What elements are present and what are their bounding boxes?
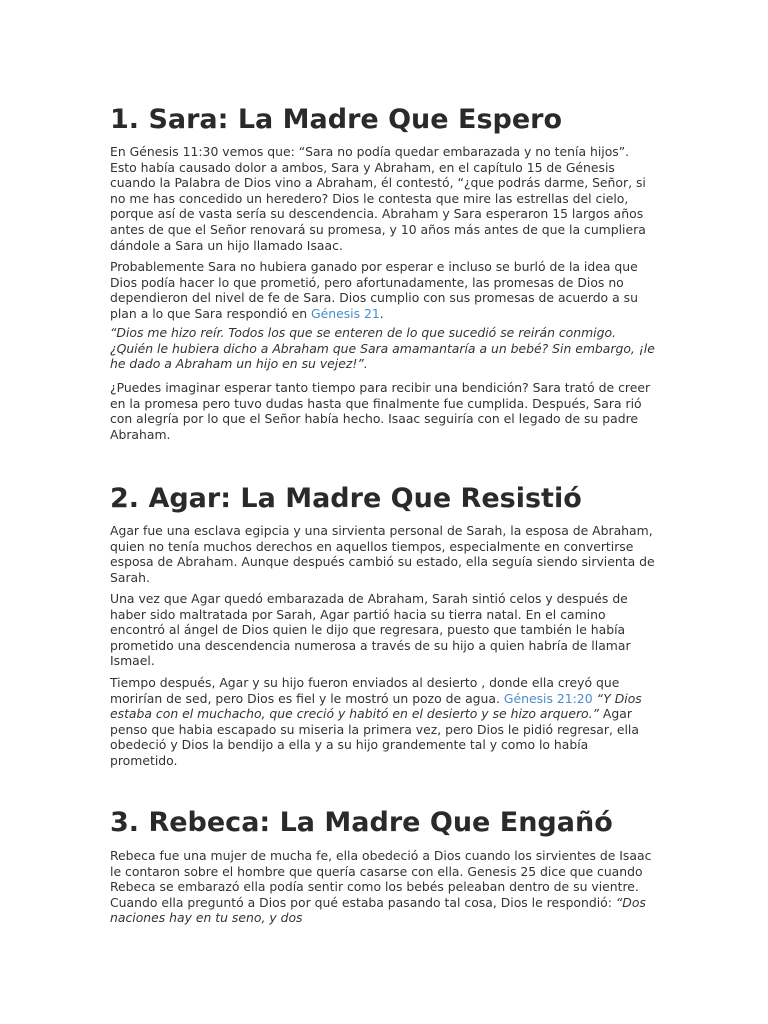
bible-quote bbox=[110, 325, 658, 372]
paragraph: Agar fue una esclava egipcia y una sirvienta personal de Sarah, la esposa de Abraham, quien no tenía muchos derechos en aquellos tiempos, especialmente en convertirse esposa de Abraham. Aunque después cambió su estado, ella seguía siendo sirvienta de Sarah. bbox=[110, 523, 655, 585]
paragraph-end: Agar penso que habia escapado su miseria la primera vez, pero Dios le pidió regresar, ella obedeció y Dios la bendijo a ella y a su hijo grandemente tal y como lo había prometido. bbox=[110, 706, 639, 768]
section-heading-rebeca: 3. Rebeca: La Madre Que Engañó bbox=[110, 807, 613, 838]
paragraph: ¿Puedes imaginar esperar tanto tiempo para recibir una bendición? Sara trató de creer en la promesa pero tuvo dudas hasta que finalmente fue cumplida. Después, Sara rió con alegría por lo que el Señor había hecho. Isaac seguiría con el legado de su padre Abraham. bbox=[110, 380, 651, 442]
quote-text: “Dios me hizo reír. Todos los que se enteren de lo que sucedió se reirán conmigo. ¿Quién le hubiera dicho a Abraham que Sara amamantaría a un bebé? Sin embargo, ¡le he dado a Abraham un hijo en su vejez!”. bbox=[110, 325, 655, 372]
quote-text: “Dos naciones hay en tu seno, y dos bbox=[110, 894, 646, 926]
quote-text: “Y Dios estaba con el muchacho, que creció y habitó en el desierto y se hizo arquero.” bbox=[110, 690, 642, 722]
paragraph-text: Rebeca fue una mujer de mucha fe, ella obedeció a Dios cuando los sirvientes de Isaac le contaron sobre el hombre que quería casarse con ella. Genesis 25 dice que cuando Rebeca se embarazó ella podía sentir como los bebés peleaban dentro de su vientre. Cuando ella preguntó a Dios por qué estaba pasando tal cosa, Dios le respondió: bbox=[110, 848, 652, 910]
paragraph bbox=[110, 848, 658, 926]
paragraph bbox=[110, 259, 658, 321]
paragraph: En Génesis 11:30 vemos que: “Sara no podía quedar embarazada y no tenía hijos”. Esto había causado dolor a ambos, Sara y Abraham, en el capítulo 15 de Génesis cuando la Palabra de Dios vino a Abraham, él contestó, “¿que podrás darme, Señor, si no me has concedido un heredero? Dios le contesta que mire las estrellas del cielo, porque así de vasta sería su descendencia. Abraham y Sara esperaron 15 largos años antes de que el Señor renovará su promesa, y 10 años más antes de que la cumpliera dándole a Sara un hijo llamado Isaac. bbox=[110, 144, 646, 253]
paragraph-text: Probablemente Sara no hubiera ganado por esperar e incluso se burló de la idea que Dios podía hacer lo que prometió, pero afortunadamente, las promesas de Dios no dependieron del nivel de fe de Sara. Dios cumplio con sus promesas de acuerdo a su plan a lo que Sara respondió en bbox=[110, 259, 638, 321]
section-heading-agar: 2. Agar: La Madre Que Resistió bbox=[110, 483, 582, 514]
paragraph-end: . bbox=[379, 305, 384, 321]
section-heading-sara: 1. Sara: La Madre Que Espero bbox=[110, 104, 563, 135]
paragraph: Una vez que Agar quedó embarazada de Abraham, Sarah sintió celos y después de haber sido maltratada por Sarah, Agar partió hacia su tierra natal. En el camino encontró al ángel de Dios quien le dijo que regresara, puesto que también le había prometido una descendencia numerosa a través de su hijo a quien habría de llamar Ismael. bbox=[110, 591, 631, 669]
genesis-21-link[interactable]: Génesis 21 bbox=[311, 305, 380, 321]
paragraph bbox=[110, 675, 658, 769]
genesis-21-20-link[interactable]: Génesis 21:20 bbox=[503, 690, 593, 706]
paragraph-text: Tiempo después, Agar y su hijo fueron enviados al desierto , donde ella creyó que morirían de sed, pero Dios es fiel y le mostró un pozo de agua. bbox=[110, 675, 620, 706]
